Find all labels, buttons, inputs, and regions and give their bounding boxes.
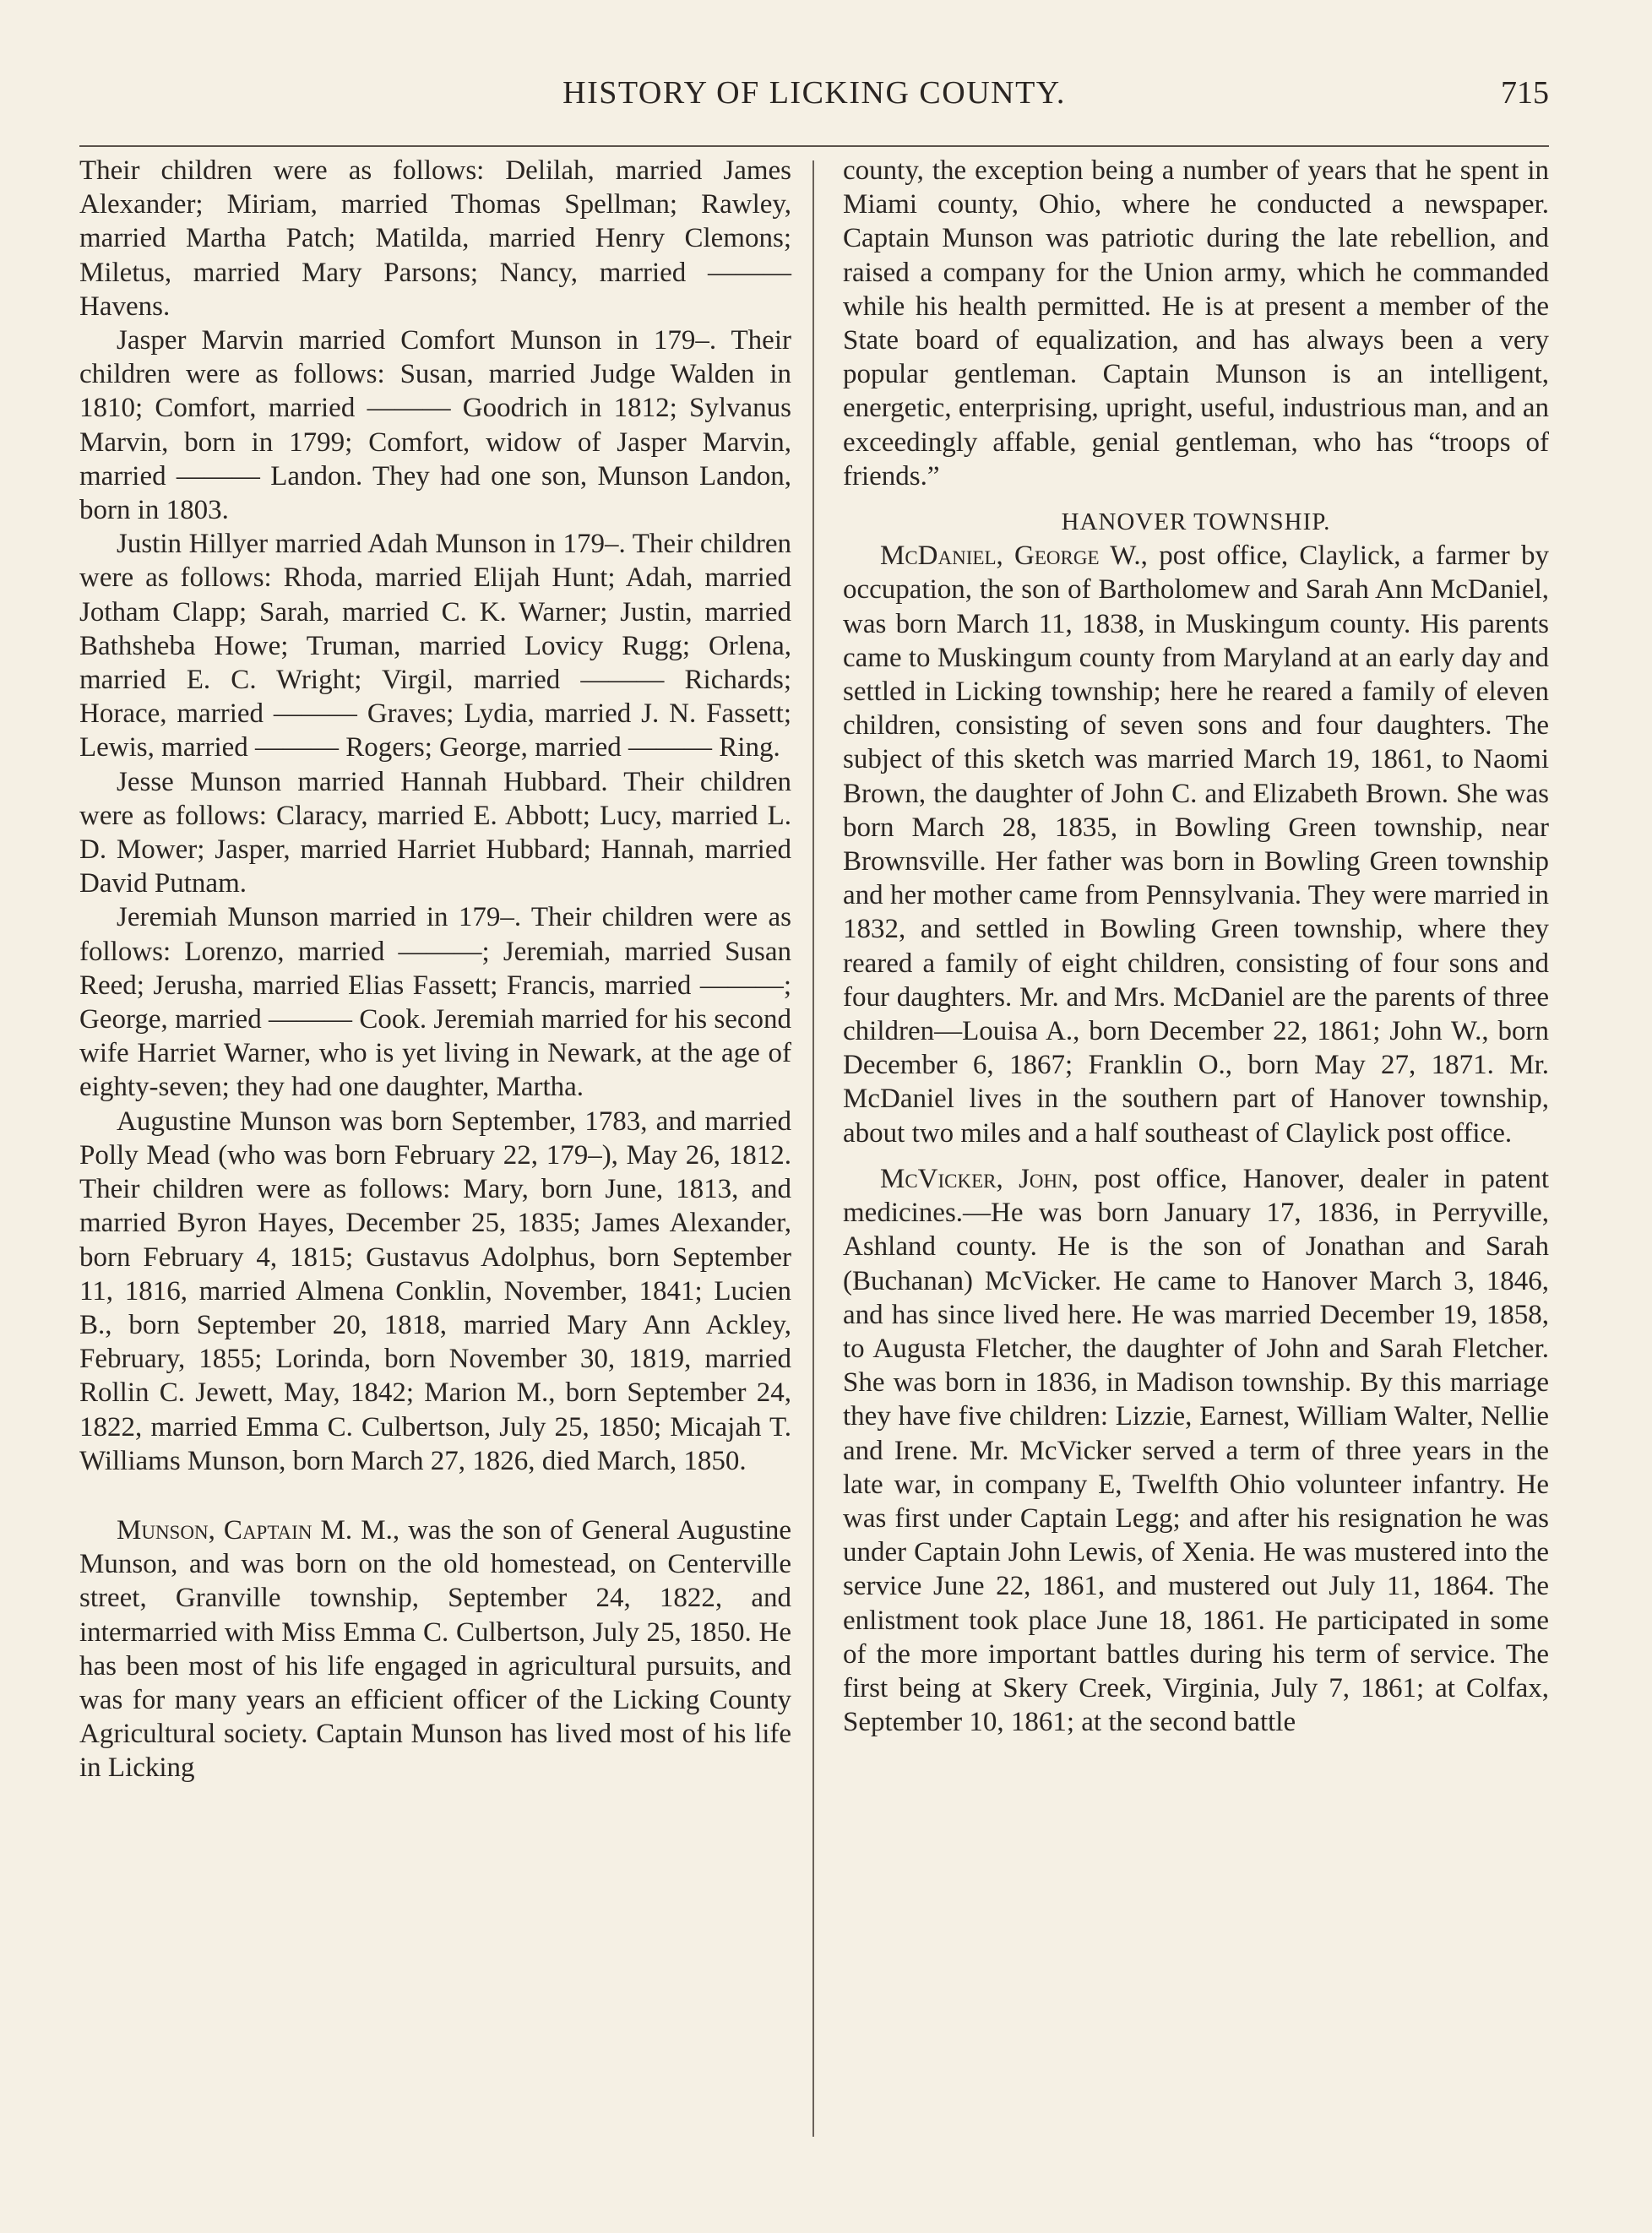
paragraph: Their children were as follows: Delilah, married James Alexander; Miriam, married Thomas Spellman; Rawley, married Martha Patch; Matilda, married Henry Clemons; Miletus, married Mary Parsons; Nancy, married ——— Havens. [79,155,791,322]
biography-munson [79,1513,791,1785]
biography-mcvicker [843,1162,1549,1739]
section-heading: HANOVER TOWNSHIP. [1061,508,1331,536]
left-column [79,154,791,1785]
entry-name: McVicker, John [880,1163,1072,1194]
entry-text: M. M., was the son of General Augustine Munson, and was born on the old homestead, on Centerville street, Granville township, September 24, 1822, and intermarried with Miss Emma C. Culbertson, July 25, 1850. He has been most of his life engaged in agricultural pursuits, and was for many years an efficient officer of the Licking County Agricultural society. Captain Munson has lived most of his life in Licking [79,1514,791,1784]
column-divider [812,160,814,2137]
page-header [79,74,1549,133]
header-rule [79,145,1549,147]
paragraph: county, the exception being a number of years that he spent in Miami county, Ohio, where he conducted a newspaper. Captain Munson was patriotic during the late rebellion, and raised a company for the Union army, which he commanded while his health permitted. He is at present a member of the State board of equalization, and has always been a very popular gentleman. Captain Munson is an intelligent, energetic, enterprising, upright, useful, industrious man, and an exceedingly affable, genial gentleman, who has “troops of friends.” [843,155,1549,492]
paragraph: Augustine Munson was born September, 1783, and married Polly Mead (who was born February 22, 179–), May 26, 1812. Their children were as follows: Mary, born June, 1813, and married Byron Hayes, December 25, 1835; James Alexander, born February 4, 1815; Gustavus Adolphus, born September 11, 1816, married Almena Conklin, November, 1841; Lucien B., born September 20, 1818, married Mary Ann Ackley, February, 1855; Lorinda, born November 30, 1819, married Rollin C. Jewett, May, 1842; Marion M., born September 24, 1822, married Emma C. Culbertson, July 25, 1850; Micajah T. Williams Munson, born March 27, 1826, died March, 1850. [79,1106,791,1476]
page-number: 715 [1501,75,1549,111]
right-column [843,154,1549,1739]
entry-name: Munson, Captain [117,1514,312,1546]
paragraph: Jasper Marvin married Comfort Munson in 179–. Their children were as follows: Susan, married Judge Walden in 1810; Comfort, married ——— Goodrich in 1812; Sylvanus Marvin, born in 1799; Comfort, widow of Jasper Marvin, married ——— Landon. They had one son, Munson Landon, born in 1803. [79,325,791,526]
paragraph: Justin Hillyer married Adah Munson in 179–. Their children were as follows: Rhoda, married Elijah Hunt; Adah, married Jotham Clapp; Sarah, married C. K. Warner; Justin, married Bathsheba Howe; Truman, married Lovicy Rugg; Orlena, married E. C. Wright; Virgil, married ——— Richards; Horace, married ——— Graves; Lydia, married J. N. Fassett; Lewis, married ——— Rogers; George, married ——— Ring. [79,529,791,763]
paragraph: Jesse Munson married Hannah Hubbard. Their children were as follows: Claracy, married E. Abbott; Lucy, married L. D. Mower; Jasper, married Harriet Hubbard; Hannah, married David Putnam. [79,766,791,899]
paragraph: Jeremiah Munson married in 179–. Their children were as follows: Lorenzo, married ———; Jeremiah, married Susan Reed; Jerusha, married Elias Fassett; Francis, married ———; George, married ——— Cook. Jeremiah married for his second wife Harriet Warner, who is yet living in Newark, at the age of eighty-seven; they had one daughter, Martha. [79,902,791,1103]
biography-mcdaniel [843,539,1549,1150]
entry-name: McDaniel, George [880,541,1100,572]
entry-text: , post office, Hanover, dealer in patent medicines.—He was born January 17, 1836, in Perryville, Ashland county. He is the son of Jonathan and Sarah (Buchanan) McVicker. He came to Hanover March 3, 1846, and has since lived here. He was married December 19, 1858, to Augusta Fletcher, the daughter of John and Sarah Fletcher. She was born in 1836, in Madison township. By this marriage they have five children: Lizzie, Earnest, William Walter, Nellie and Irene. Mr. McVicker served a term of three years in the late war, in company E, Twelfth Ohio volunteer infantry. He was first under Captain Legg; and after his resignation he was under Captain John Lewis, of Xenia. He was mustered into the service June 22, 1861, and mustered out July 11, 1864. The enlistment took place June 18, 1861. He participated in some of the more important battles during his term of service. The first being at Skery Creek, Virginia, July 7, 1861; at Colfax, September 10, 1861; at the second battle [843,1163,1550,1738]
running-title: HISTORY OF LICKING COUNTY. [562,75,1066,111]
entry-text: W., post office, Claylick, a farmer by occupation, the son of Bartholomew and Sarah Ann McDaniel, was born March 11, 1838, in Muskingum county. His parents came to Muskingum county from Maryland at an early day and settled in Licking township; here he reared a family of eleven children, consisting of seven sons and four daughters. The subject of this sketch was married March 19, 1861, to Naomi Brown, the daughter of John C. and Elizabeth Brown. She was born March 28, 1835, in Bowling Green township, near Brownsville. Her father was born in Bowling Green township and her mother came from Pennsylvania. They were married in 1832, and settled in Bowling Green township, where they reared a family of eight children, consisting of four sons and four daughters. Mr. and Mrs. McDaniel are the parents of three children—Louisa A., born December 22, 1861; John W., born December 6, 1867; Franklin O., born May 27, 1871. Mr. McDaniel lives in the southern part of Hanover township, about two miles and a half southeast of Claylick post office. [843,541,1549,1149]
